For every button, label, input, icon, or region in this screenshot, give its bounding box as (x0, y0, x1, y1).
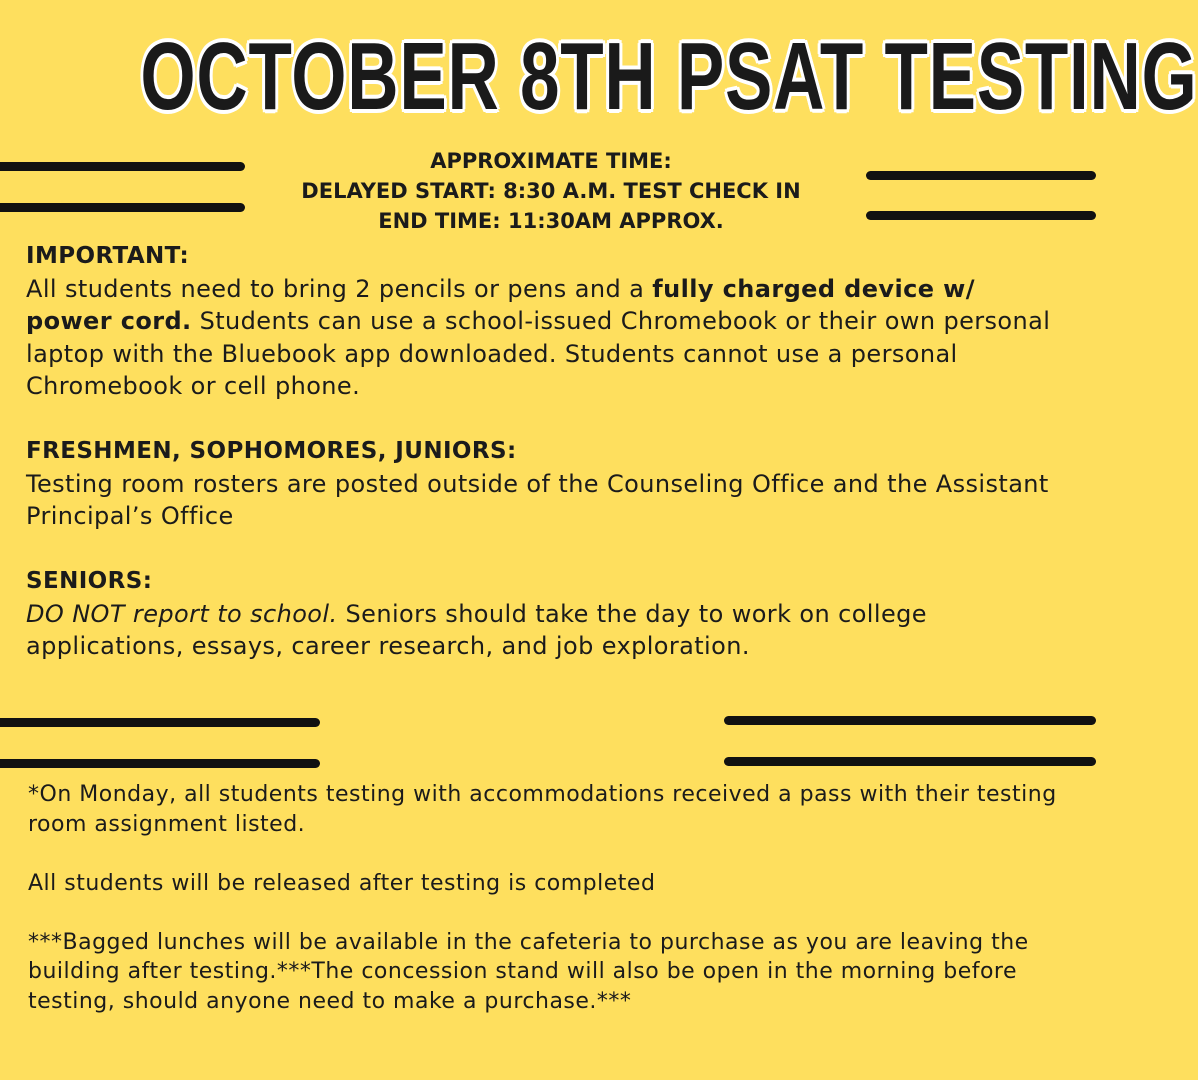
release-note: All students will be released after testing is completed (28, 870, 656, 896)
end-time: END TIME: 11:30AM APPROX. (378, 209, 724, 233)
page-title: OCTOBER 8TH PSAT TESTING (140, 23, 1198, 130)
important-text (26, 273, 1056, 403)
important-text-a: All students need to bring 2 pencils or pens and a (26, 274, 653, 303)
important-heading: IMPORTANT: (26, 243, 190, 269)
underclass-heading: FRESHMEN, SOPHOMORES, JUNIORS: (26, 438, 517, 464)
lunch-note: ***Bagged lunches will be available in the cafeteria to purchase as you are leaving the building after testing.***The concession stand will also be open in the morning before testing, should anyone need to make a purchase.*** (28, 929, 1029, 1014)
decorative-bar-top-left-1 (0, 162, 245, 171)
decorative-bar-top-left-2 (0, 203, 245, 212)
seniors-text (26, 598, 1056, 663)
underclass-text: Testing room rosters are posted outside of the Counseling Office and the Assistant Principal’s Office (26, 469, 1049, 530)
notes-block (28, 780, 1058, 1016)
decorative-bar-mid-left-1 (0, 718, 320, 727)
seniors-text-rest: Seniors should take the day to work on college applications, essays, career research, and job exploration. (26, 599, 927, 660)
accommodations-note: *On Monday, all students testing with accommodations received a pass with their testing room assignment listed. (28, 782, 1057, 837)
time-block (245, 146, 857, 236)
main-content (26, 240, 1056, 663)
time-heading: APPROXIMATE TIME: (430, 149, 672, 173)
decorative-bar-top-right-2 (866, 211, 1096, 220)
decorative-bar-mid-right-1 (724, 716, 1096, 725)
decorative-bar-mid-right-2 (724, 757, 1096, 766)
decorative-bar-top-right-1 (866, 171, 1096, 180)
important-text-b: Students can use a school-issued Chromebook or their own personal laptop with the Bluebook app downloaded. Students cannot use a personal Chromebook or cell phone. (26, 307, 1051, 400)
seniors-heading: SENIORS: (26, 568, 153, 594)
seniors-text-italic: DO NOT report to school. (26, 599, 338, 628)
important-text-bold: fully charged device w/ power cord. (26, 274, 975, 335)
decorative-bar-mid-left-2 (0, 759, 320, 768)
delayed-start: DELAYED START: 8:30 A.M. TEST CHECK IN (301, 179, 801, 203)
